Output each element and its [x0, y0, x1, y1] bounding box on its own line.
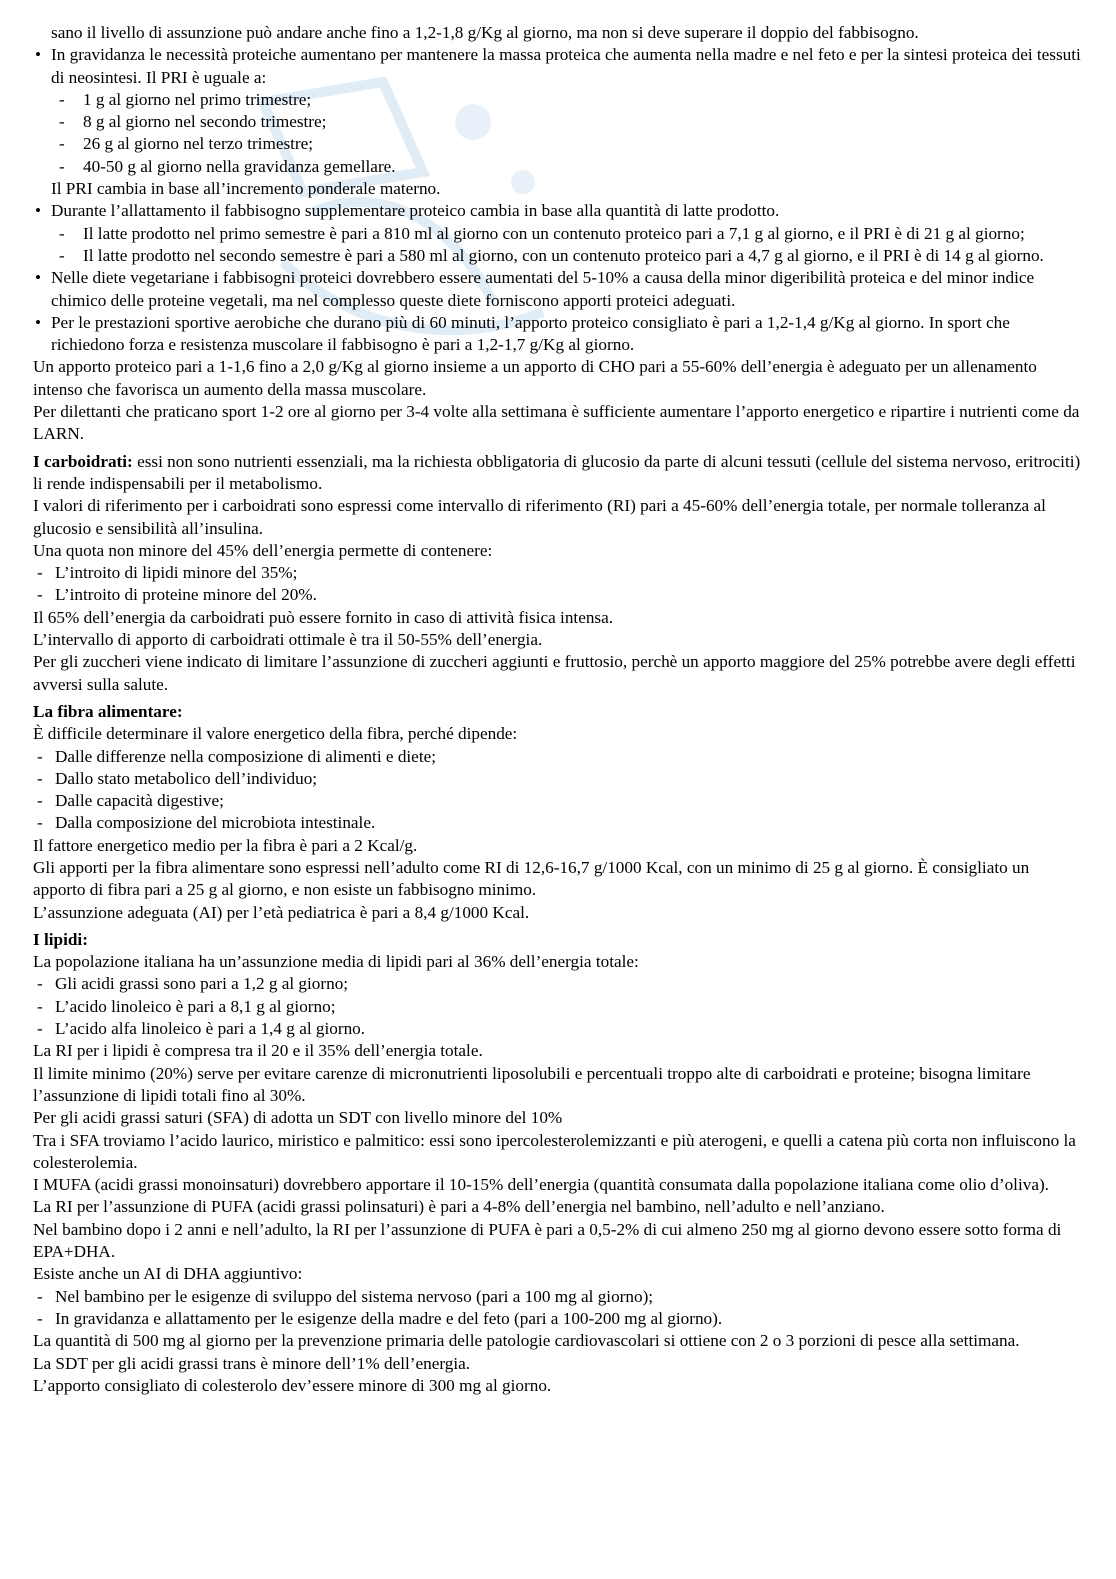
section-fibra [33, 701, 1083, 924]
gravidanza-list [51, 89, 1083, 178]
list-item: - Il latte prodotto nel secondo semestre è pari a 580 ml al giorno, con un contenuto proteico pari a 4,7 g al giorno, e il PRI è di 14 g al giorno. [51, 245, 1083, 267]
paragraph: Una quota non minore del 45% dell’energia permette di contenere: [33, 540, 493, 560]
paragraph: L’intervallo di apporto di carboidrati ottimale è tra il 50-55% dell’energia. [33, 630, 543, 650]
bullet-after: Il PRI cambia in base all’incremento ponderale materno. [51, 179, 441, 199]
bullet-text: In gravidanza le necessità proteiche aumentano per mantenere la massa proteica che aumenta nella madre e nel feto e per la sintesi proteica dei tessuti di neosintesi. Il PRI è uguale a: [51, 45, 1081, 87]
list-item: - Dalla composizione del microbiota intestinale. [33, 812, 1083, 834]
list-item: - 26 g al giorno nel terzo trimestre; [51, 133, 1083, 155]
list-item: - 40-50 g al giorno nella gravidanza gemellare. [51, 156, 1083, 178]
list-item: - 8 g al giorno nel secondo trimestre; [51, 111, 1083, 133]
list-item: - Dalle capacità digestive; [33, 790, 1083, 812]
section-carboidrati [33, 451, 1083, 696]
paragraph: Gli apporti per la fibra alimentare sono espressi nell’adulto come RI di 12,6-16,7 g/1000 Kcal, con un minimo di 25 g al giorno. È consigliato un apporto di fibra pari a 25 g al giorno, e non esiste un fabbisogno minimo. [33, 857, 1030, 900]
intro-continuation: sano il livello di assunzione può andare anche fino a 1,2-1,8 g/Kg al giorno, ma non si deve superare il doppio del fabbisogno. [51, 23, 919, 42]
carboidrati-list [33, 562, 1083, 607]
paragraph: I MUFA (acidi grassi monoinsaturi) dovrebbero apportare il 10-15% dell’energia (quantità consumata dalla popolazione italiana come olio d’oliva). [33, 1175, 1049, 1195]
paragraph: I valori di riferimento per i carboidrati sono espressi come intervallo di riferimento (RI) pari a 45-60% dell’energia totale, per normale tolleranza al glucosio e sensibilità all’insulina. [33, 496, 1046, 538]
paragraph: L’apporto consigliato di colesterolo dev’essere minore di 300 mg al giorno. [33, 1375, 552, 1395]
list-item: - Dallo stato metabolico dell’individuo; [33, 768, 1083, 790]
carboidrati-lead [33, 451, 1083, 496]
paragraph: Un apporto proteico pari a 1-1,6 fino a 2,0 g/Kg al giorno insieme a un apporto di CHO pari a 55-60% dell’energia è adeguato per un allenamento intenso che favorisca un aumento della massa muscolare. [33, 357, 1037, 399]
list-item: - 1 g al giorno nel primo trimestre; [51, 89, 1083, 111]
list-item: - Il latte prodotto nel primo semestre è pari a 810 ml al giorno con un contenuto proteico pari a 7,1 g al giorno, e il PRI è di 21 g al giorno; [51, 223, 1083, 245]
section-heading: I lipidi: [33, 929, 88, 949]
list-item: - Nel bambino per le esigenze di sviluppo del sistema nervoso (pari a 100 mg al giorno); [33, 1286, 1083, 1308]
lipidi-list-2 [33, 1286, 1083, 1331]
section-lipidi [33, 929, 1083, 1397]
paragraph: È difficile determinare il valore energetico della fibra, perché dipende: [33, 724, 518, 744]
paragraph: Tra i SFA troviamo l’acido laurico, miristico e palmitico: essi sono ipercolesterolemizzanti e più aterogeni, e quelli a catena più corta non influiscono la colesterolemia. [33, 1130, 1076, 1172]
list-item: - L’introito di proteine minore del 20%. [33, 584, 1083, 606]
paragraph: La RI per i lipidi è compresa tra il 20 e il 35% dell’energia totale. [33, 1041, 483, 1061]
paragraph: La popolazione italiana ha un’assunzione media di lipidi pari al 36% dell’energia totale: [33, 952, 639, 972]
lead-text: essi non sono nutrienti essenziali, ma la richiesta obbligatoria di glucosio da parte di alcuni tessuti (cellule del sistema nervoso, eritrociti) li rende indispensabili per il metabolismo. [33, 451, 1081, 493]
paragraph: Per gli acidi grassi saturi (SFA) di adotta un SDT con livello minore del 10% [33, 1108, 563, 1128]
bullet-gravidanza [33, 44, 1083, 200]
list-item: - Dalle differenze nella composizione di alimenti e diete; [33, 746, 1083, 768]
list-item: - In gravidanza e allattamento per le esigenze della madre e del feto (pari a 100-200 mg al giorno). [33, 1308, 1083, 1330]
protein-bullets [33, 44, 1083, 356]
paragraph: La RI per l’assunzione di PUFA (acidi grassi polinsaturi) è pari a 4-8% dell’energia nel bambino, nell’adulto e nell’anziano. [33, 1197, 885, 1217]
paragraph: Per gli zuccheri viene indicato di limitare l’assunzione di zuccheri aggiunti e fruttosio, perchè un apporto maggiore del 25% potrebbe avere degli effetti avversi sulla salute. [33, 652, 1076, 694]
paragraph: Il fattore energetico medio per la fibra è pari a 2 Kcal/g. [33, 835, 418, 855]
paragraph: Nel bambino dopo i 2 anni e nell’adulto, la RI per l’assunzione di PUFA è pari a 0,5-2% di cui almeno 250 mg al giorno devono essere sotto forma di EPA+DHA. [33, 1219, 1062, 1262]
paragraph: Per dilettanti che praticano sport 1-2 ore al giorno per 3-4 volte alla settimana è sufficiente aumentare l’apporto energetico e ripartire i nutrienti come da LARN. [33, 402, 1080, 444]
lipidi-list-1 [33, 973, 1083, 1040]
bullet-vegetariane [33, 267, 1083, 312]
paragraph: Il limite minimo (20%) serve per evitare carenze di micronutrienti liposolubili e percentuali troppo alte di carboidrati e proteine; bisogna limitare l’assunzione di lipidi totali fino al 30%. [33, 1063, 1031, 1105]
fibra-list [33, 746, 1083, 835]
paragraph: La quantità di 500 mg al giorno per la prevenzione primaria delle patologie cardiovascolari si ottiene con 2 o 3 porzioni di pesce alla settimana. [33, 1331, 1020, 1351]
bullet-text: Per le prestazioni sportive aerobiche che durano più di 60 minuti, l’apporto proteico consigliato è pari a 1,2-1,4 g/Kg al giorno. In sport che richiedono forza e resistenza muscolare il fabbisogno è pari a 1,2-1,7 g/Kg al giorno. [51, 312, 1010, 355]
paragraph: La SDT per gli acidi grassi trans è minore dell’1% dell’energia. [33, 1353, 471, 1373]
bullet-text: Nelle diete vegetariane i fabbisogni proteici dovrebbero essere aumentati del 5-10% a causa della minor digeribilità proteica e del minor indice chimico delle proteine vegetali, ma nel complesso queste diete forniscono apporti proteici adeguati. [51, 268, 1035, 310]
paragraph: Esiste anche un AI di DHA aggiuntivo: [33, 1264, 303, 1284]
list-item: - L’acido alfa linoleico è pari a 1,4 g al giorno. [33, 1018, 1083, 1040]
list-item: - L’acido linoleico è pari a 8,1 g al giorno; [33, 996, 1083, 1018]
paragraph: Il 65% dell’energia da carboidrati può essere fornito in caso di attività fisica intensa. [33, 607, 614, 627]
list-item: - Gli acidi grassi sono pari a 1,2 g al giorno; [33, 973, 1083, 995]
list-item: - L’introito di lipidi minore del 35%; [33, 562, 1083, 584]
paragraph: L’assunzione adeguata (AI) per l’età pediatrica è pari a 8,4 g/1000 Kcal. [33, 902, 530, 922]
document-page [33, 22, 1083, 1397]
bullet-text: Durante l’allattamento il fabbisogno supplementare proteico cambia in base alla quantità di latte prodotto. [51, 201, 780, 221]
bullet-allattamento [33, 200, 1083, 267]
section-heading: La fibra alimentare: [33, 701, 183, 721]
bullet-sport [33, 312, 1083, 357]
section-heading: I carboidrati: [33, 451, 133, 471]
allattamento-list [51, 223, 1083, 268]
